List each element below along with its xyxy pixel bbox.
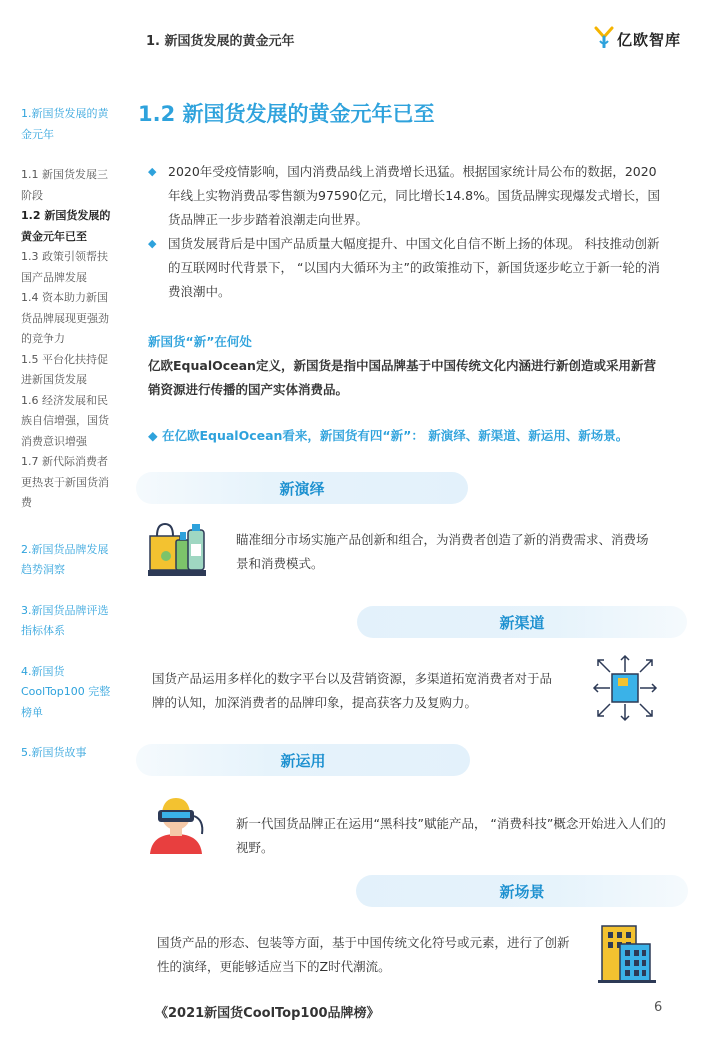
four-new-line: ◆ 在亿欧EqualOcean看来，新国货有四“新”： 新演绎、新渠道、新运用、新场景。 bbox=[148, 428, 629, 443]
sidebar-item-1-4[interactable]: 1.4 资本助力新国货品牌展现更强劲的竞争力 bbox=[21, 291, 109, 345]
diamond-bullet-icon: ◆ bbox=[148, 165, 157, 178]
page-number: 6 bbox=[654, 1000, 663, 1015]
item-text-xin-yanyi: 瞄准细分市场实施产品创新和组合，为消费者创造了新的消费需求、消费场景和消费模式。 bbox=[236, 532, 649, 571]
item-text-xin-changjing: 国货产品的形态、包装等方面，基于中国传统文化符号或元素，进行了创新性的演绎，更能够适应当下的Z时代潮流。 bbox=[157, 935, 570, 974]
sidebar-section-5[interactable]: 5.新国货故事 bbox=[21, 746, 87, 759]
sidebar-section-4[interactable]: 4.新国货 CoolTop100 完整榜单 bbox=[21, 664, 111, 719]
band-xin-yanyi: 新演绎 bbox=[136, 472, 468, 504]
sidebar-item-1-5[interactable]: 1.5 平台化扶持促进新国货发展 bbox=[21, 352, 108, 386]
sidebar-item-1-7[interactable]: 1.7 新代际消费者更热衷于新国货消费 bbox=[21, 455, 109, 509]
sidebar-item-1-2[interactable]: 1.2 新国货发展的黄金元年已至 bbox=[21, 209, 111, 243]
logo bbox=[594, 26, 681, 52]
bullet-item: ◆ 2020年受疫情影响，国内消费品线上消费增长迅猛。根据国家统计局公布的数据，2020年线上实物消费品零售额为97590亿元，同比增长14.8%。国货品牌实现爆发式增长，国货品牌正一步步踏着浪潮走向世界。 bbox=[148, 160, 668, 232]
sidebar-item-1-6[interactable]: 1.6 经济发展和民族自信增强，国货消费意识增强 bbox=[21, 393, 109, 448]
logo-text: 亿欧智库 bbox=[617, 30, 682, 49]
definition-heading: 新国货“新”在何处 bbox=[148, 334, 252, 349]
yiou-logo-icon bbox=[594, 26, 614, 52]
sidebar-item-1-3[interactable]: 1.3 政策引领帮扶国产品牌发展 bbox=[21, 250, 108, 284]
band-xin-changjing: 新场景 bbox=[356, 875, 688, 907]
city-buildings-icon bbox=[596, 922, 658, 988]
sidebar-section-1[interactable]: 1.新国货发展的黄金元年 bbox=[21, 107, 109, 141]
diamond-bullet-icon: ◆ bbox=[148, 428, 162, 443]
definition-text: 亿欧EqualOcean定义，新国货是指中国品牌基于中国传统文化内涵进行新创造或采用新营销资源进行传播的国产实体消费品。 bbox=[148, 358, 656, 397]
item-text-xin-yunyong: 新一代国货品牌正在运用“黑科技”赋能产品， “消费科技”概念开始进入人们的视野。 bbox=[236, 816, 666, 855]
intro-bullets bbox=[148, 160, 668, 304]
sidebar-item-1-1[interactable]: 1.1 新国货发展三阶段 bbox=[21, 168, 108, 202]
diamond-bullet-icon: ◆ bbox=[148, 237, 157, 250]
band-xin-qudao: 新渠道 bbox=[357, 606, 687, 638]
band-xin-yunyong: 新运用 bbox=[136, 744, 470, 776]
item-text-xin-qudao: 国货产品运用多样化的数字平台以及营销资源，多渠道拓宽消费者对于品牌的认知，加深消费者的品牌印象，提高获客力及复购力。 bbox=[152, 671, 553, 710]
bullet-item: ◆ 国货发展背后是中国产品质量大幅度提升、中国文化自信不断上扬的体现。 科技推动创新的互联网时代背景下， “以国内大循环为主”的政策推动下，新国货逐步屹立于新一轮的消费浪潮中。 bbox=[148, 232, 668, 304]
shopping-bags-icon bbox=[146, 520, 208, 582]
sidebar-nav bbox=[21, 104, 113, 764]
page-title: 1.2 新国货发展的黄金元年已至 bbox=[138, 102, 435, 126]
header-section-title: 1. 新国货发展的黄金元年 bbox=[146, 34, 295, 49]
sidebar-section-2[interactable]: 2.新国货品牌发展趋势洞察 bbox=[21, 542, 109, 576]
multi-channel-box-icon bbox=[590, 652, 660, 728]
report-title: 《2021新国货CoolTop100品牌榜》 bbox=[155, 1006, 380, 1021]
sidebar-section-3[interactable]: 3.新国货品牌评选指标体系 bbox=[21, 603, 109, 637]
vr-headset-user-icon bbox=[146, 794, 208, 860]
